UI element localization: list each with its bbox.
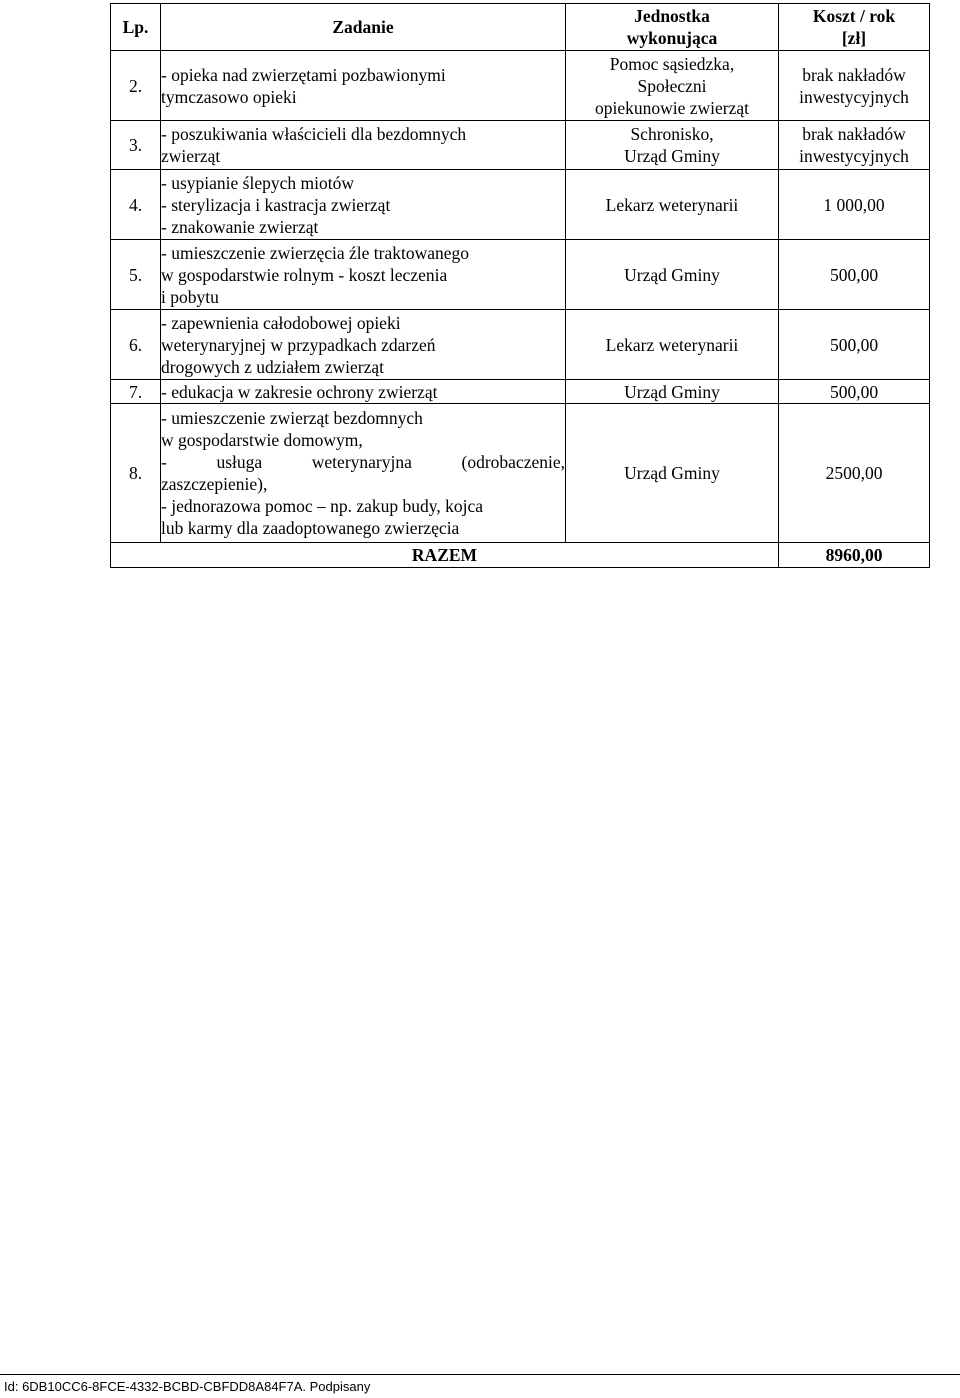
row-lp: 4. (111, 170, 161, 240)
task-line: zaszczepienie), (161, 474, 268, 494)
task-line: - usypianie ślepych miotów (161, 172, 354, 193)
table-header-row (111, 4, 930, 51)
table-row (111, 51, 930, 121)
header-lp: Lp. (111, 4, 161, 51)
task-line: - umieszczenie zwierzęcia źle traktowanego (161, 242, 470, 263)
header-cost-line: [zł] (841, 28, 867, 48)
task-line: - opieka nad zwierzętami pozbawionymi (161, 64, 446, 85)
row-cost (779, 240, 930, 310)
header-unit-line: wykonująca (626, 28, 718, 48)
row-cost (779, 170, 930, 240)
unit-line: Pomoc sąsiedzka, (609, 53, 735, 74)
header-unit (566, 4, 779, 51)
row-unit (566, 404, 779, 543)
unit-line: Schronisko, (630, 124, 714, 144)
task-line: - poszukiwania właścicieli dla bezdomnych (161, 124, 467, 144)
cost-line: 500,00 (829, 264, 879, 285)
total-row (111, 543, 930, 568)
table-row (111, 170, 930, 240)
row-unit (566, 240, 779, 310)
row-task (161, 121, 566, 170)
row-lp: 5. (111, 240, 161, 310)
task-line: - edukacja w zakresie ochrony zwierząt (161, 381, 438, 402)
unit-line: Społeczni (637, 75, 707, 96)
table-row (111, 404, 930, 543)
task-line: tymczasowo opieki (161, 86, 297, 107)
table-row (111, 310, 930, 380)
unit-line: Urząd Gminy (624, 381, 720, 402)
footer-divider (0, 1374, 960, 1375)
header-unit-line: Jednostka (634, 6, 710, 26)
document-id-footer: Id: 6DB10CC6-8FCE-4332-BCBD-CBFDD8A84F7A. Podpisany (4, 1379, 371, 1394)
task-word: weterynaryjna (311, 452, 412, 472)
row-cost (779, 121, 930, 170)
row-unit (566, 380, 779, 404)
cost-line: inwestycyjnych (799, 146, 909, 166)
row-unit (566, 310, 779, 380)
task-line: weterynaryjnej w przypadkach zdarzeń (161, 334, 436, 355)
task-line: - jednorazowa pomoc – np. zakup budy, kojca (161, 496, 484, 516)
cost-line: brak nakładów (802, 64, 906, 85)
header-cost (779, 4, 930, 51)
table-row (111, 240, 930, 310)
cost-line: inwestycyjnych (799, 86, 909, 107)
row-lp: 7. (111, 380, 161, 404)
total-label: RAZEM (111, 543, 779, 568)
task-line: lub karmy dla zaadoptowanego zwierzęcia (161, 518, 460, 538)
row-lp: 8. (111, 404, 161, 543)
cost-line: 500,00 (829, 334, 879, 355)
unit-line: Urząd Gminy (624, 146, 720, 166)
row-task (161, 404, 566, 543)
cost-line: 500,00 (829, 381, 879, 402)
row-lp: 6. (111, 310, 161, 380)
task-line: - znakowanie zwierząt (161, 216, 319, 237)
row-cost (779, 380, 930, 404)
cost-table (110, 3, 930, 568)
row-cost (779, 404, 930, 543)
task-line: i pobytu (161, 286, 219, 307)
task-line: drogowych z udziałem zwierząt (161, 356, 385, 377)
row-task (161, 170, 566, 240)
row-unit (566, 170, 779, 240)
header-task: Zadanie (161, 4, 566, 51)
row-unit (566, 51, 779, 121)
total-value: 8960,00 (779, 543, 930, 568)
task-line: - zapewnienia całodobowej opieki (161, 312, 401, 333)
task-line (161, 451, 565, 473)
task-line: w gospodarstwie domowym, (161, 430, 363, 450)
table-row (111, 380, 930, 404)
task-line: - sterylizacja i kastracja zwierząt (161, 194, 391, 215)
task-line: zwierząt (161, 146, 221, 166)
task-word: - (161, 452, 167, 472)
cost-line: 1 000,00 (823, 194, 885, 215)
row-task (161, 240, 566, 310)
task-word: usługa (216, 452, 263, 472)
row-task (161, 310, 566, 380)
table-row (111, 121, 930, 170)
unit-line: opiekunowie zwierząt (594, 97, 750, 118)
task-line: w gospodarstwie rolnym - koszt leczenia (161, 264, 448, 285)
unit-line: Urząd Gminy (624, 463, 720, 483)
header-cost-line: Koszt / rok (812, 6, 896, 26)
cost-line: 2500,00 (825, 463, 883, 483)
task-word: (odrobaczenie, (461, 452, 565, 472)
task-line: - umieszczenie zwierząt bezdomnych (161, 408, 423, 428)
cost-line: brak nakładów (802, 124, 906, 144)
row-cost (779, 51, 930, 121)
row-lp: 2. (111, 51, 161, 121)
unit-line: Urząd Gminy (624, 264, 720, 285)
row-task (161, 380, 566, 404)
unit-line: Lekarz weterynarii (605, 194, 739, 215)
row-lp: 3. (111, 121, 161, 170)
row-cost (779, 310, 930, 380)
row-unit (566, 121, 779, 170)
unit-line: Lekarz weterynarii (605, 334, 739, 355)
row-task (161, 51, 566, 121)
